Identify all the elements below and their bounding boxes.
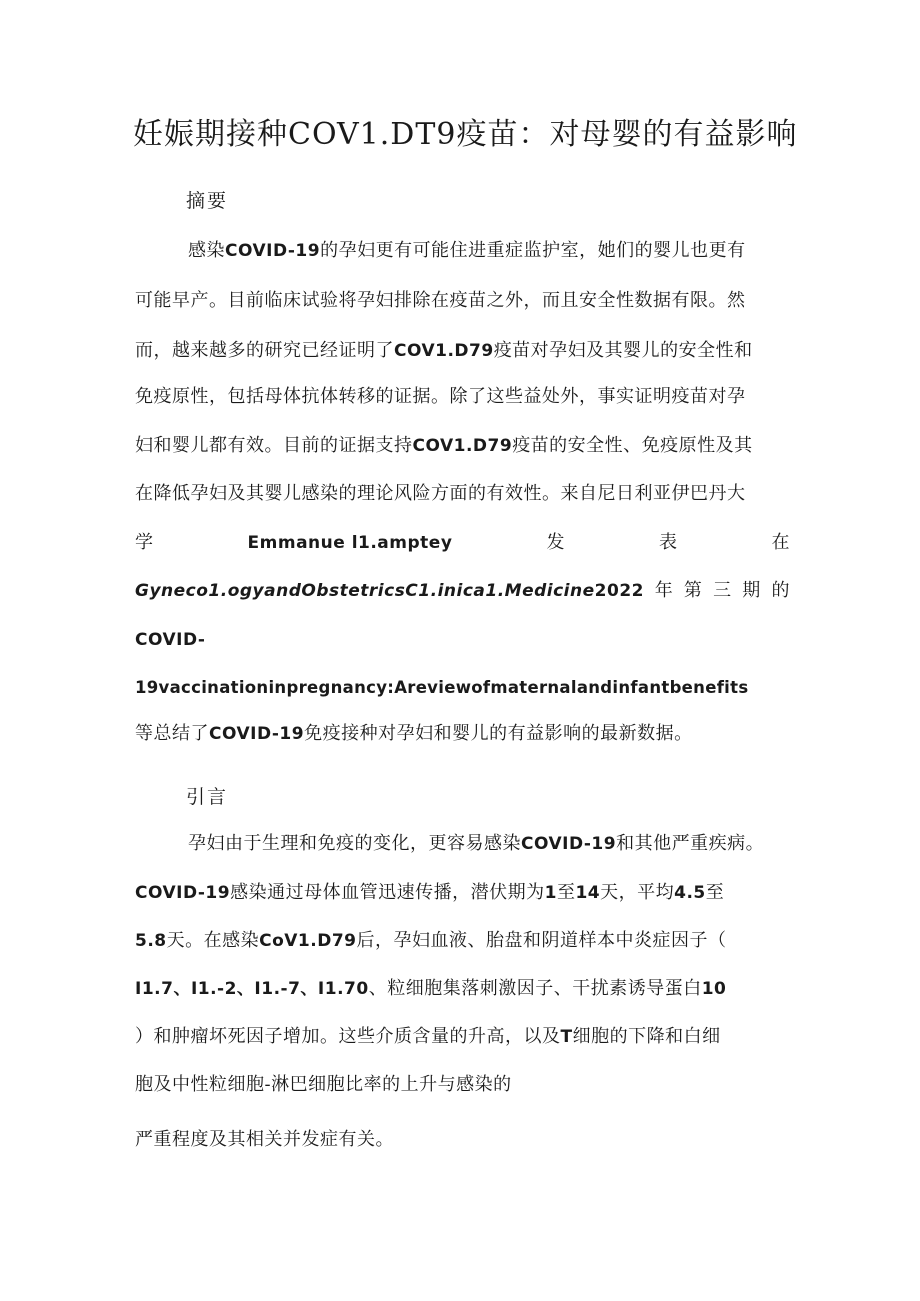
intro-line-2	[135, 880, 790, 906]
document-title: 妊娠期接种COV1.DT9疫苗：对母婴的有益影响	[133, 117, 798, 152]
abstract-line-2	[135, 288, 790, 314]
term-covid: COVID-19	[225, 241, 321, 261]
number: 10	[701, 979, 727, 999]
text-segment: 在	[771, 532, 790, 553]
text-segment: 第	[683, 580, 703, 601]
text-segment: 学	[135, 532, 154, 553]
text-segment: 年	[654, 580, 674, 601]
text-segment: 的	[771, 580, 790, 601]
intro-line-5	[135, 1024, 790, 1050]
number: 5.8	[135, 931, 167, 951]
text-segment: 和其他严重疾病。	[616, 833, 765, 854]
intro-heading: 引言	[186, 786, 229, 808]
intro-line-7	[135, 1127, 790, 1153]
abstract-heading: 摘要	[186, 190, 229, 212]
number: 1	[544, 883, 557, 903]
abstract-line-7	[135, 530, 790, 556]
article-title-part: COVID-	[135, 630, 206, 650]
text-segment: 期	[742, 580, 761, 601]
year: 2022	[594, 581, 644, 601]
text-segment: 严重程度及其相关并发症有关。	[135, 1129, 394, 1150]
term-covid: COVID-19	[521, 834, 617, 854]
text-segment: 妇和婴儿都有效。目前的证据支持	[135, 435, 413, 456]
text-segment: 在降低孕妇及其婴儿感染的理论风险方面的有效性。来自尼日利亚伊巴丹大	[135, 483, 746, 504]
abstract-line-8	[135, 578, 790, 604]
text-segment: 可能早产。目前临床试验将孕妇排除在疫苗之外，而且安全性数据有限。然	[135, 290, 746, 311]
text-segment: 等总结了	[135, 723, 209, 744]
term-covid: COVID-19	[209, 724, 305, 744]
text-segment: 天。在感染	[166, 930, 260, 951]
text-segment: 疫苗的安全性、免疫原性及其	[512, 435, 753, 456]
intro-line-1	[188, 831, 808, 857]
journal-name: Gyneco1.ogyandObstetricsC1.inica1.Medicine	[135, 581, 595, 601]
abstract-line-6	[135, 481, 790, 507]
text-segment: 细胞的下降和白细	[572, 1026, 721, 1047]
term-cov: COV1.D79	[394, 341, 494, 361]
number: 4.5	[674, 883, 706, 903]
term-cov: CoV1.D79	[259, 931, 357, 951]
number: 14	[575, 883, 601, 903]
text-segment: 天，平均	[600, 882, 675, 903]
text-segment: 后，孕妇血液、胎盘和阴道样本中炎症因子（	[356, 930, 727, 951]
text-segment: 发	[546, 532, 565, 553]
term-covid: COVID-19	[135, 883, 231, 903]
term-t-cell: T	[560, 1027, 573, 1047]
text-segment: 至	[705, 882, 725, 903]
text-segment: ）和肿瘤坏死因子增加。这些介质含量的升高，以及	[135, 1026, 561, 1047]
text-segment: 胞及中性粒细胞-淋巴细胞比率的上升与感染的	[135, 1074, 512, 1095]
cytokine-list: I1.7、I1.-2、I1.-7、I1.70	[135, 979, 369, 999]
intro-line-4	[135, 976, 790, 1002]
author-name: Emmanue l1.amptey	[247, 533, 453, 553]
intro-line-6	[135, 1072, 790, 1098]
text-segment: 的孕妇更有可能住进重症监护室，她们的婴儿也更有	[320, 240, 746, 261]
abstract-line-1	[188, 238, 788, 264]
text-segment: 感染	[188, 240, 225, 261]
text-segment: 表	[658, 532, 678, 553]
text-segment: 至	[556, 882, 576, 903]
text-segment: 免疫接种对孕妇和婴儿的有益影响的最新数据。	[304, 723, 693, 744]
text-segment: 疫苗对孕妇及其婴儿的安全性和	[493, 340, 753, 361]
journal-citation	[135, 578, 644, 604]
abstract-line-9	[135, 627, 790, 653]
abstract-line-3	[135, 338, 790, 364]
text-segment: 、粒细胞集落刺激因子、干扰素诱导蛋白	[368, 978, 702, 999]
term-cov: COV1.D79	[412, 436, 513, 456]
abstract-line-5	[135, 433, 790, 459]
abstract-line-4	[135, 384, 790, 410]
text-segment: 孕妇由于生理和免疫的变化，更容易感染	[188, 833, 521, 854]
article-title-part: 19vaccinationinpregnancy:Areviewofmaternalandinfantbenefits	[135, 678, 749, 697]
text-segment: 感染通过母体血管迅速传播，潜伏期为	[230, 882, 545, 903]
text-segment: 而，越来越多的研究已经证明了	[135, 340, 394, 361]
text-segment: 免疫原性，包括母体抗体转移的证据。除了这些益处外，事实证明疫苗对孕	[135, 386, 746, 407]
abstract-line-10	[135, 675, 795, 701]
text-segment: 三	[713, 580, 732, 601]
abstract-line-11	[135, 721, 790, 747]
intro-line-3	[135, 928, 790, 954]
